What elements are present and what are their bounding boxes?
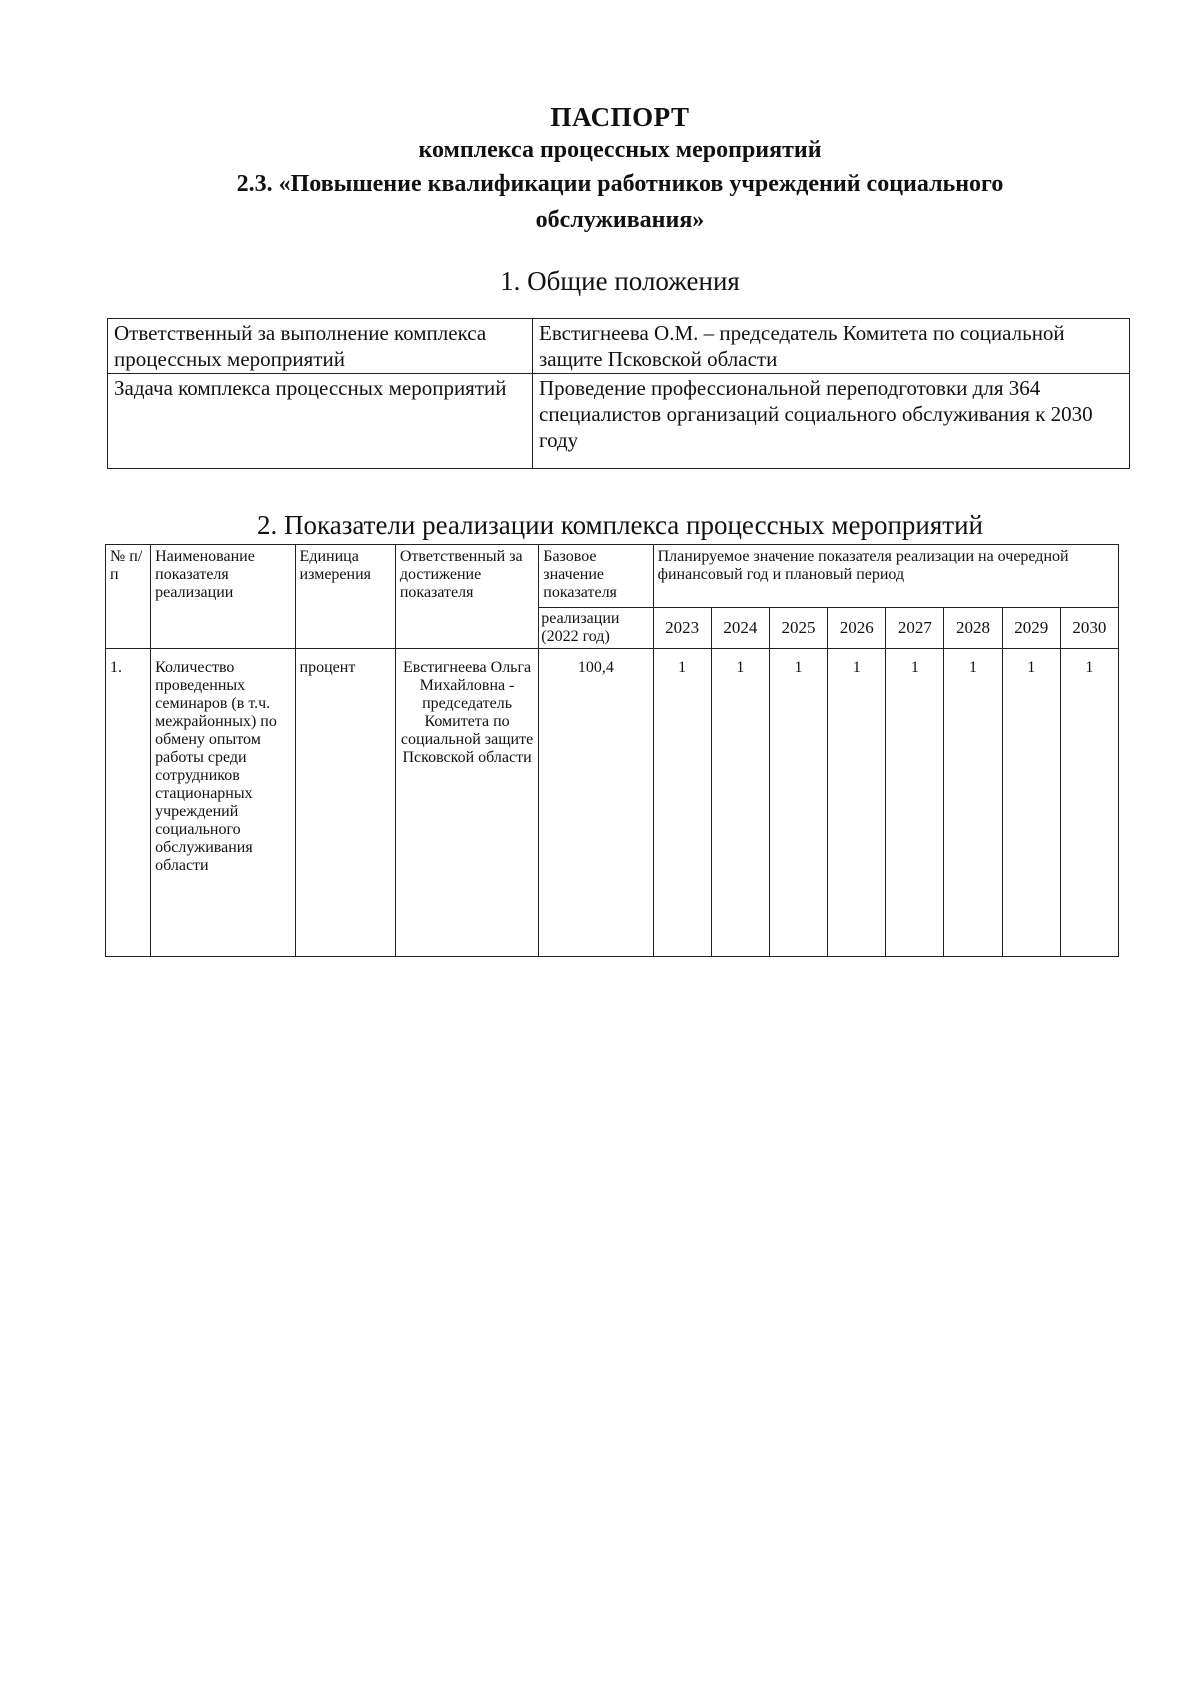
year-header: 2023 — [653, 608, 711, 649]
responsible-value: Евстигнеева О.М. – председатель Комитета по социальной защите Псковской области — [533, 319, 1130, 374]
section1-heading: 1. Общие положения — [500, 266, 740, 296]
task-label: Задача комплекса процессных мероприятий — [108, 374, 533, 469]
table-row — [106, 649, 1119, 957]
complex-name-line1: 2.3. «Повышение квалификации работников учреждений социального — [236, 171, 1004, 197]
header-row — [106, 545, 1119, 608]
indicator-unit: процент — [295, 649, 395, 957]
document-subtitle: комплекса процессных мероприятий — [418, 137, 822, 163]
section2-heading: 2. Показатели реализации комплекса процессных мероприятий — [257, 510, 983, 540]
planned-value: 1 — [769, 649, 827, 957]
indicator-base-value: 100,4 — [539, 649, 653, 957]
table-row — [108, 374, 1130, 469]
planned-value: 1 — [1002, 649, 1060, 957]
complex-name-line2: обслуживания» — [535, 207, 705, 233]
document-title: ПАСПОРТ — [550, 102, 690, 132]
col-header-name: Наименование показателя реализации — [151, 545, 295, 649]
planned-value: 1 — [886, 649, 944, 957]
year-header: 2030 — [1060, 608, 1118, 649]
year-header: 2026 — [828, 608, 886, 649]
year-header: 2024 — [711, 608, 769, 649]
col-header-base-bottom: реализации (2022 год) — [539, 608, 653, 649]
row-num: 1. — [106, 649, 151, 957]
planned-value: 1 — [828, 649, 886, 957]
planned-value: 1 — [1060, 649, 1118, 957]
table-row — [108, 319, 1130, 374]
planned-value: 1 — [944, 649, 1002, 957]
col-header-responsible: Ответственный за достижение показателя — [395, 545, 538, 649]
col-header-num: № п/п — [106, 545, 151, 649]
year-header: 2027 — [886, 608, 944, 649]
task-value: Проведение профессиональной переподготовки для 364 специалистов организаций социального обслуживания к 2030 году — [533, 374, 1130, 469]
indicator-responsible: Евстигнеева Ольга Михайловна - председатель Комитета по социальной защите Псковской области — [395, 649, 538, 957]
year-header: 2025 — [769, 608, 827, 649]
col-header-unit: Единица измерения — [295, 545, 395, 649]
planned-value: 1 — [711, 649, 769, 957]
planned-value: 1 — [653, 649, 711, 957]
col-header-base-top: Базовое значение показателя — [539, 545, 653, 608]
indicators-table — [105, 544, 1119, 957]
document-title-block — [100, 100, 1140, 238]
general-provisions-table — [107, 318, 1130, 469]
year-header: 2029 — [1002, 608, 1060, 649]
year-header: 2028 — [944, 608, 1002, 649]
responsible-label: Ответственный за выполнение комплекса процессных мероприятий — [108, 319, 533, 374]
indicator-name: Количество проведенных семинаров (в т.ч. межрайонных) по обмену опытом работы среди сотрудников стационарных учреждений социального обслуживания области — [151, 649, 295, 957]
col-header-planned: Планируемое значение показателя реализации на очередной финансовый год и плановый период — [653, 545, 1118, 608]
